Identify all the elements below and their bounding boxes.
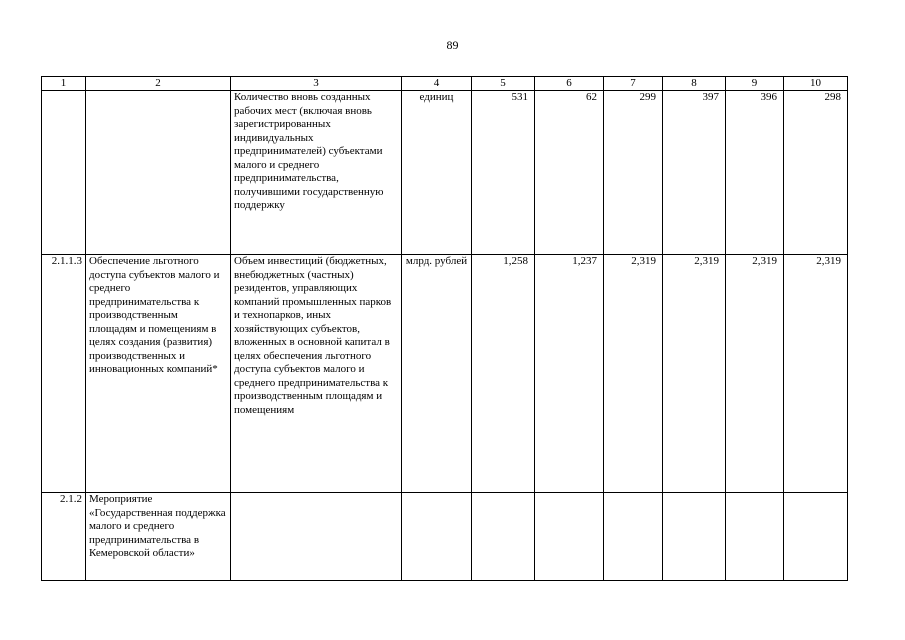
page-number: 89 [446, 38, 459, 52]
column-header: 10 [784, 77, 848, 91]
row-value [604, 493, 663, 581]
row-value [535, 493, 604, 581]
row-value: 1,237 [535, 255, 604, 493]
table-row [42, 91, 848, 255]
row-number: 2.1.2 [42, 493, 86, 581]
column-header: 5 [472, 77, 535, 91]
row-value: 2,319 [726, 255, 784, 493]
row-value: 2,319 [784, 255, 848, 493]
row-name: Мероприятие «Государственная поддержка малого и среднего предпринимательства в Кемеровской области» [86, 493, 231, 581]
row-unit [402, 493, 472, 581]
program-table [41, 76, 848, 581]
row-indicator: Количество вновь созданных рабочих мест (включая вновь зарегистрированных индивидуальных предпринимателей) субъектами малого и среднего предпринимательства, получившими государственную поддержку [231, 91, 402, 255]
row-indicator: Объем инвестиций (бюджетных, внебюджетных (частных) резидентов, управляющих компаний промышленных парков и технопарков, иных хозяйствующих субъектов, вложенных в основной капитал в целях обеспечения льготного доступа субъектов малого и среднего предпринимательства к производственным площадям и помещениям [231, 255, 402, 493]
row-value [663, 493, 726, 581]
row-value: 531 [472, 91, 535, 255]
column-header: 9 [726, 77, 784, 91]
column-header: 8 [663, 77, 726, 91]
column-header: 6 [535, 77, 604, 91]
row-number [42, 91, 86, 255]
row-value: 396 [726, 91, 784, 255]
row-value [726, 493, 784, 581]
row-value: 2,319 [604, 255, 663, 493]
row-unit: единиц [402, 91, 472, 255]
row-indicator [231, 493, 402, 581]
column-number-row [42, 77, 848, 91]
row-name: Обеспечение льготного доступа субъектов малого и среднего предпринимательства к производственным площадям и помещениям в целях создания (развития) производственных и инновационных компаний* [86, 255, 231, 493]
row-name [86, 91, 231, 255]
column-header: 7 [604, 77, 663, 91]
row-value [472, 493, 535, 581]
row-value: 62 [535, 91, 604, 255]
row-value [784, 493, 848, 581]
row-value: 299 [604, 91, 663, 255]
row-value: 1,258 [472, 255, 535, 493]
column-header: 3 [231, 77, 402, 91]
row-number: 2.1.1.3 [42, 255, 86, 493]
row-value: 298 [784, 91, 848, 255]
row-unit: млрд. рублей [402, 255, 472, 493]
row-value: 397 [663, 91, 726, 255]
column-header: 1 [42, 77, 86, 91]
table-row [42, 255, 848, 493]
table-row [42, 493, 848, 581]
column-header: 2 [86, 77, 231, 91]
column-header: 4 [402, 77, 472, 91]
row-value: 2,319 [663, 255, 726, 493]
